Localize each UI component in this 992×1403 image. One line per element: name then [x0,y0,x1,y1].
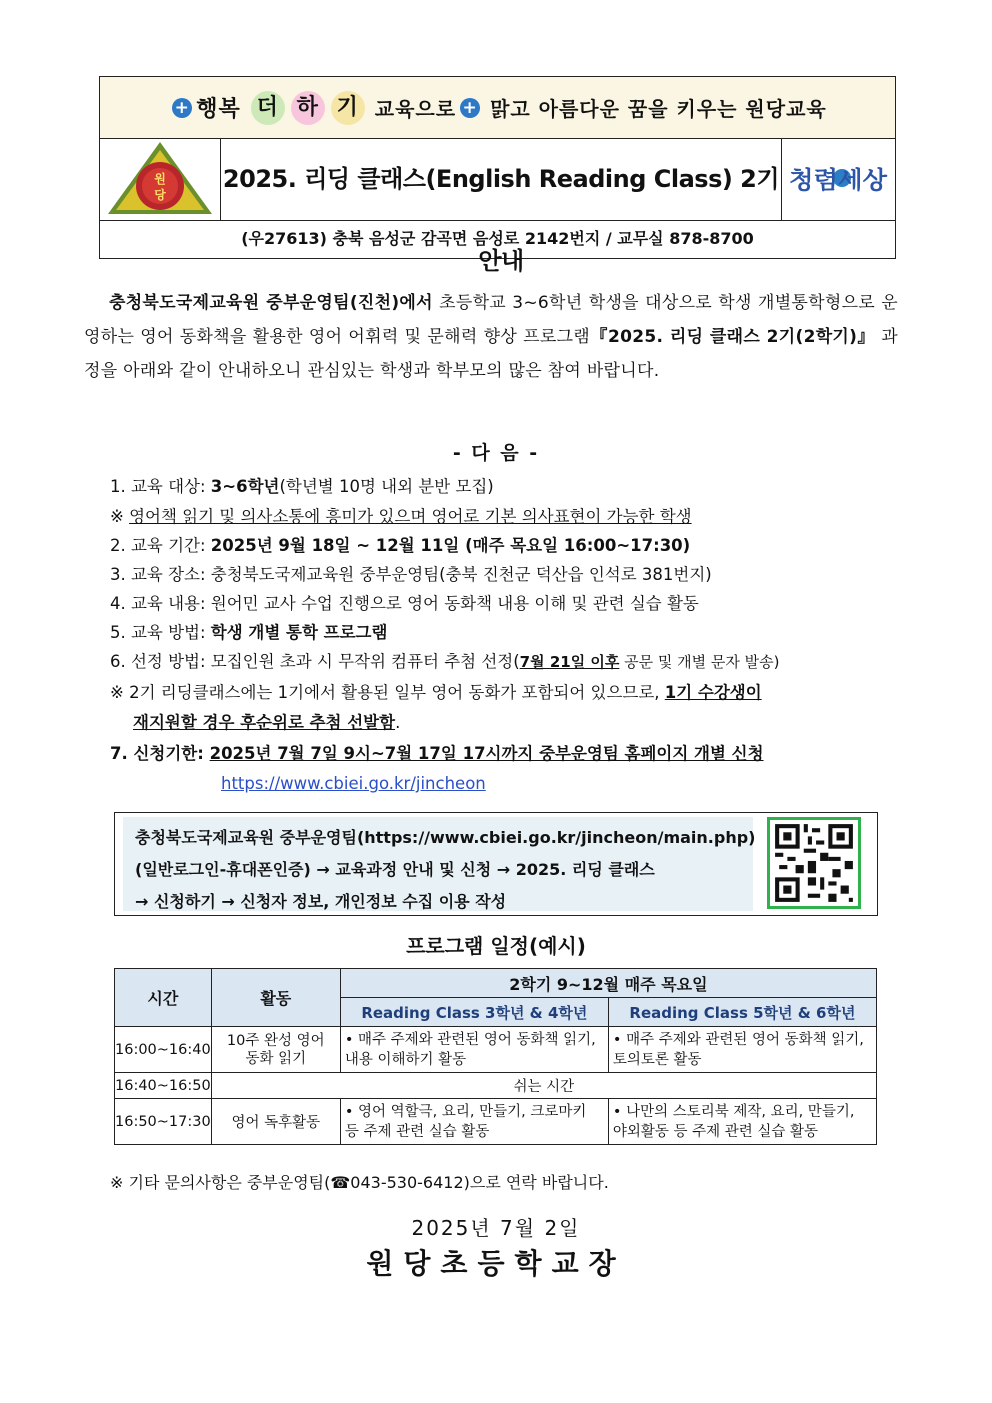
slogan-part2: 교육으로 [374,97,457,121]
note-2-underline: 1기 수강생이 [664,683,762,702]
document-date: 2025년 7월 2일 [411,1216,581,1240]
row-class-a-text: 영어 역할극, 요리, 만들기, 크로마키 등 주제 관련 실습 활동 [344,1103,587,1140]
item-7 [110,743,764,765]
slogan-bubble-3: 기 [331,91,365,125]
bullet: • [344,1031,354,1048]
item-6-rest: 공문 및 개별 문자 발송) [619,653,780,671]
note-1-text: 영어책 읽기 및 의사소통에 흥미가 있으며 영어로 기본 의사표현이 가능한 학생 [129,507,692,526]
item-1 [110,476,494,498]
slogan-bubble-1: 더 [251,91,285,125]
plus-icon: + [172,98,192,118]
schedule-title: 프로그램 일정(예시) [406,934,586,958]
item-5 [110,622,387,644]
item-5-bold: 학생 개별 통학 프로그램 [210,623,388,642]
intro-text2: 과정을 아래와 같이 안내하오니 관심있는 학생과 학부모의 많은 참여 바랍니다. [84,327,898,381]
header-class-a: Reading Class 3학년 & 4학년 [340,998,608,1027]
apply-url-row [221,773,486,795]
item-7-underline: 2025년 7월 7일 9시~7월 17일 17시까지 중부운영팀 홈페이지 개별 신청 [209,744,764,763]
table-header-row [115,969,877,998]
item-5-label: 5. 교육 방법: [110,623,211,642]
item-2-bold: 2025년 9월 18일 ~ 12월 11일 (매주 목요일 16:00~17:30) [210,536,691,555]
apply-url-link[interactable]: https://www.cbiei.go.kr/jincheon [221,774,486,793]
school-emblem-icon [100,138,220,220]
note-2-cont-underline: 재지원할 경우 후순위로 추첨 선발함 [133,713,396,732]
item-2-label: 2. 교육 기간: [110,536,211,555]
note-2 [110,682,762,704]
apply-instructions-box [114,812,878,916]
row-class-b [608,1027,876,1073]
slogan-row [100,77,895,139]
row-class-a-text: 매주 주제와 관련된 영어 동화책 읽기, 내용 이해하기 활동 [344,1031,596,1068]
item-2 [110,535,690,557]
item-6-underline: 7월 21일 이후 [519,653,620,671]
slogan-part3: 맑고 아름다운 꿈을 키우는 원당교육 [490,97,827,121]
note-1-mark: ※ [110,507,130,526]
apply-line-2: (일반로그인-휴대폰인증) → 교육과정 안내 및 신청 → 2025. 리딩 클래스 [135,860,655,879]
bullet: • [612,1031,622,1048]
item-3: 3. 교육 장소: 충청북도국제교육원 중부운영팀(충북 진천군 덕산읍 인석로 381번지) [110,565,712,584]
apply-line-3: → 신청하기 → 신청자 정보, 개인정보 수집 이용 작성 [135,892,507,911]
brand-text: 청렴세상 [789,165,888,194]
row-activity: 10주 완성 영어 동화 읽기 [211,1027,340,1073]
brand-logo [781,138,895,220]
note-1 [110,506,692,528]
row-class-a [340,1027,608,1073]
note-2-cont [133,712,400,734]
logo-text-bottom: 당 [154,188,166,202]
header-class-b: Reading Class 5학년 & 6학년 [608,998,876,1027]
qr-code-icon[interactable] [767,817,861,909]
intro-program: 『2025. 리딩 클래스 2기(2학기)』 [590,327,876,347]
school-address: (우27613) 충북 음성군 감곡면 음성로 2142번지 / 교무실 878-8700 [241,229,754,248]
row-break: 쉬는 시간 [211,1073,876,1099]
contact-footnote: ※ 기타 문의사항은 중부운영팀(☎043-530-6412)으로 연락 바랍니다. [110,1173,609,1192]
table-row [115,1099,877,1145]
header-activity: 활동 [211,969,340,1027]
row-class-b [608,1099,876,1145]
signer-name: 원당초등학교장 [366,1247,626,1280]
note-2-period: . [395,713,401,732]
item-7-label: 7. 신청기한: [110,744,210,763]
item-1-label: 1. 교육 대상: [110,477,211,496]
item-1-rest: (학년별 10명 내외 분반 모집) [279,477,494,496]
item-1-bold: 3~6학년 [210,477,280,496]
plus-icon: + [460,98,480,118]
row-class-a [340,1099,608,1145]
qr-code-pattern [770,820,858,906]
school-logo [100,138,221,220]
item-4: 4. 교육 내용: 원어민 교사 수업 진행으로 영어 동화책 내용 이해 및 관련 실습 활동 [110,594,699,613]
slogan-bubble-2: 하 [291,91,325,125]
note-2-text: ※ 2기 리딩클래스에는 1기에서 활용된 일부 영어 동화가 포함되어 있으므로, [110,683,665,702]
apply-instructions-panel [123,817,756,911]
header-period: 2학기 9~12월 매주 목요일 [340,969,876,998]
apply-line-1: 충청북도국제교육원 중부운영팀(https://www.cbiei.go.kr/jincheon/main.php) [135,828,756,847]
row-class-b-text: 나만의 스토리북 제작, 요리, 만들기, 야외활동 등 주제 관련 실습 활동 [612,1103,855,1140]
table-row [115,1027,877,1073]
row-time: 16:00~16:40 [115,1027,212,1073]
row-time: 16:50~17:30 [115,1099,212,1145]
logo-text-top: 원 [154,172,166,186]
bullet: • [612,1103,622,1120]
intro-paragraph [84,286,898,388]
schedule-table [114,968,877,1145]
row-activity: 영어 독후활동 [211,1099,340,1145]
item-6 [110,651,780,673]
row-class-b-text: 매주 주제와 관련된 영어 동화책 읽기, 토의토론 활동 [612,1031,864,1068]
row-time: 16:40~16:50 [115,1073,212,1099]
intro-org: 충청북도국제교육원 중부운영팀(진천)에서 [108,293,433,313]
slogan-part1: 행복 [196,97,241,122]
bullet: • [344,1103,354,1120]
intro-text1: 초등학교 3~6학년 학생을 대상으로 학생 개별통학형으로 운영하는 영어 동화책을 활용한 영어 어휘력 및 문해력 향상 프로그램 [84,293,898,347]
item-6-label: 6. 선정 방법: 모집인원 초과 시 무작위 컴퓨터 추첨 선정( [110,652,520,671]
table-row [115,1073,877,1099]
notice-heading: - 다 음 - [452,442,540,464]
integrity-brand-icon [782,138,895,220]
document-title: 2025. 리딩 클래스(English Reading Class) 2기 안내 [222,165,780,275]
header-time: 시간 [115,969,212,1027]
header-box [99,76,896,275]
